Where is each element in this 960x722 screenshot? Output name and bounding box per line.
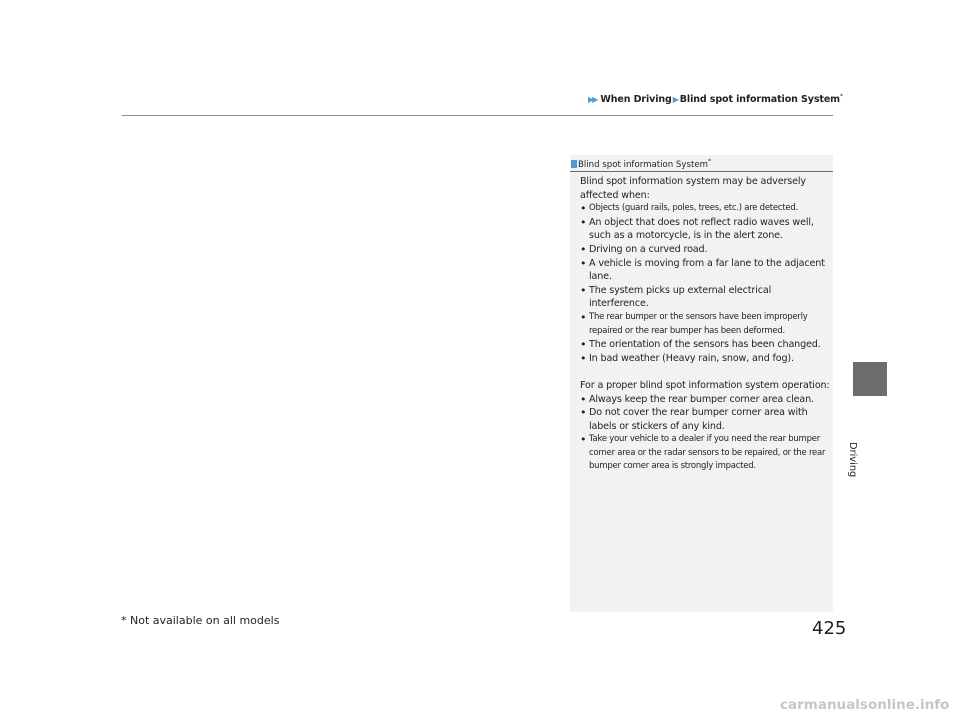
note-title	[570, 155, 833, 172]
header-divider	[122, 115, 833, 116]
list-item: • Take your vehicle to a dealer if you need the rear bumper corner area or the radar sensors to be repaired, or the rear bumper corner area is strongly impacted.	[580, 433, 832, 474]
list-item: • An object that does not reflect radio waves well, such as a motorcycle, is in the alert zone.	[580, 216, 832, 243]
breadcrumb-topic: Blind spot information System	[679, 94, 840, 106]
page-number: 425	[812, 618, 847, 639]
chapter-label: Driving	[847, 442, 858, 478]
list-item: • Always keep the rear bumper corner area clean.	[580, 393, 832, 407]
paragraph-gap	[580, 365, 832, 379]
watermark: carmanualsonline.info	[780, 697, 950, 713]
note-body	[580, 175, 832, 474]
list-item: • Objects (guard rails, poles, trees, etc.) are detected.	[580, 202, 832, 216]
note-intro: Blind spot information system may be adversely affected when:	[580, 176, 806, 201]
list-item: • In bad weather (Heavy rain, snow, and fog).	[580, 352, 832, 366]
footnote: * Not available on all models	[121, 614, 280, 627]
operation-tips-list	[580, 393, 832, 475]
list-item: • Do not cover the rear bumper corner area with labels or stickers of any kind.	[580, 406, 832, 433]
breadcrumb	[588, 93, 843, 105]
arrow-icon: ▶	[672, 95, 679, 105]
note-title-text: Blind spot information System	[578, 159, 708, 170]
list-item: • Driving on a curved road.	[580, 243, 832, 257]
note-title-marker: *	[707, 158, 711, 165]
availability-marker: *	[839, 93, 843, 100]
chapter-tab	[853, 362, 887, 396]
sidebar-note	[570, 155, 833, 612]
breadcrumb-section: When Driving	[600, 94, 672, 106]
list-item: • The system picks up external electrical interference.	[580, 284, 832, 311]
list-item: • The rear bumper or the sensors have been improperly repaired or the rear bumper has been deformed.	[580, 311, 832, 338]
double-arrow-icon: ▶▶	[588, 95, 597, 105]
list-item: • A vehicle is moving from a far lane to the adjacent lane.	[580, 257, 832, 284]
reference-icon	[571, 160, 577, 168]
list-item: • The orientation of the sensors has been changed.	[580, 338, 832, 352]
operation-intro: For a proper blind spot information system operation:	[580, 379, 830, 391]
conditions-list	[580, 202, 832, 365]
